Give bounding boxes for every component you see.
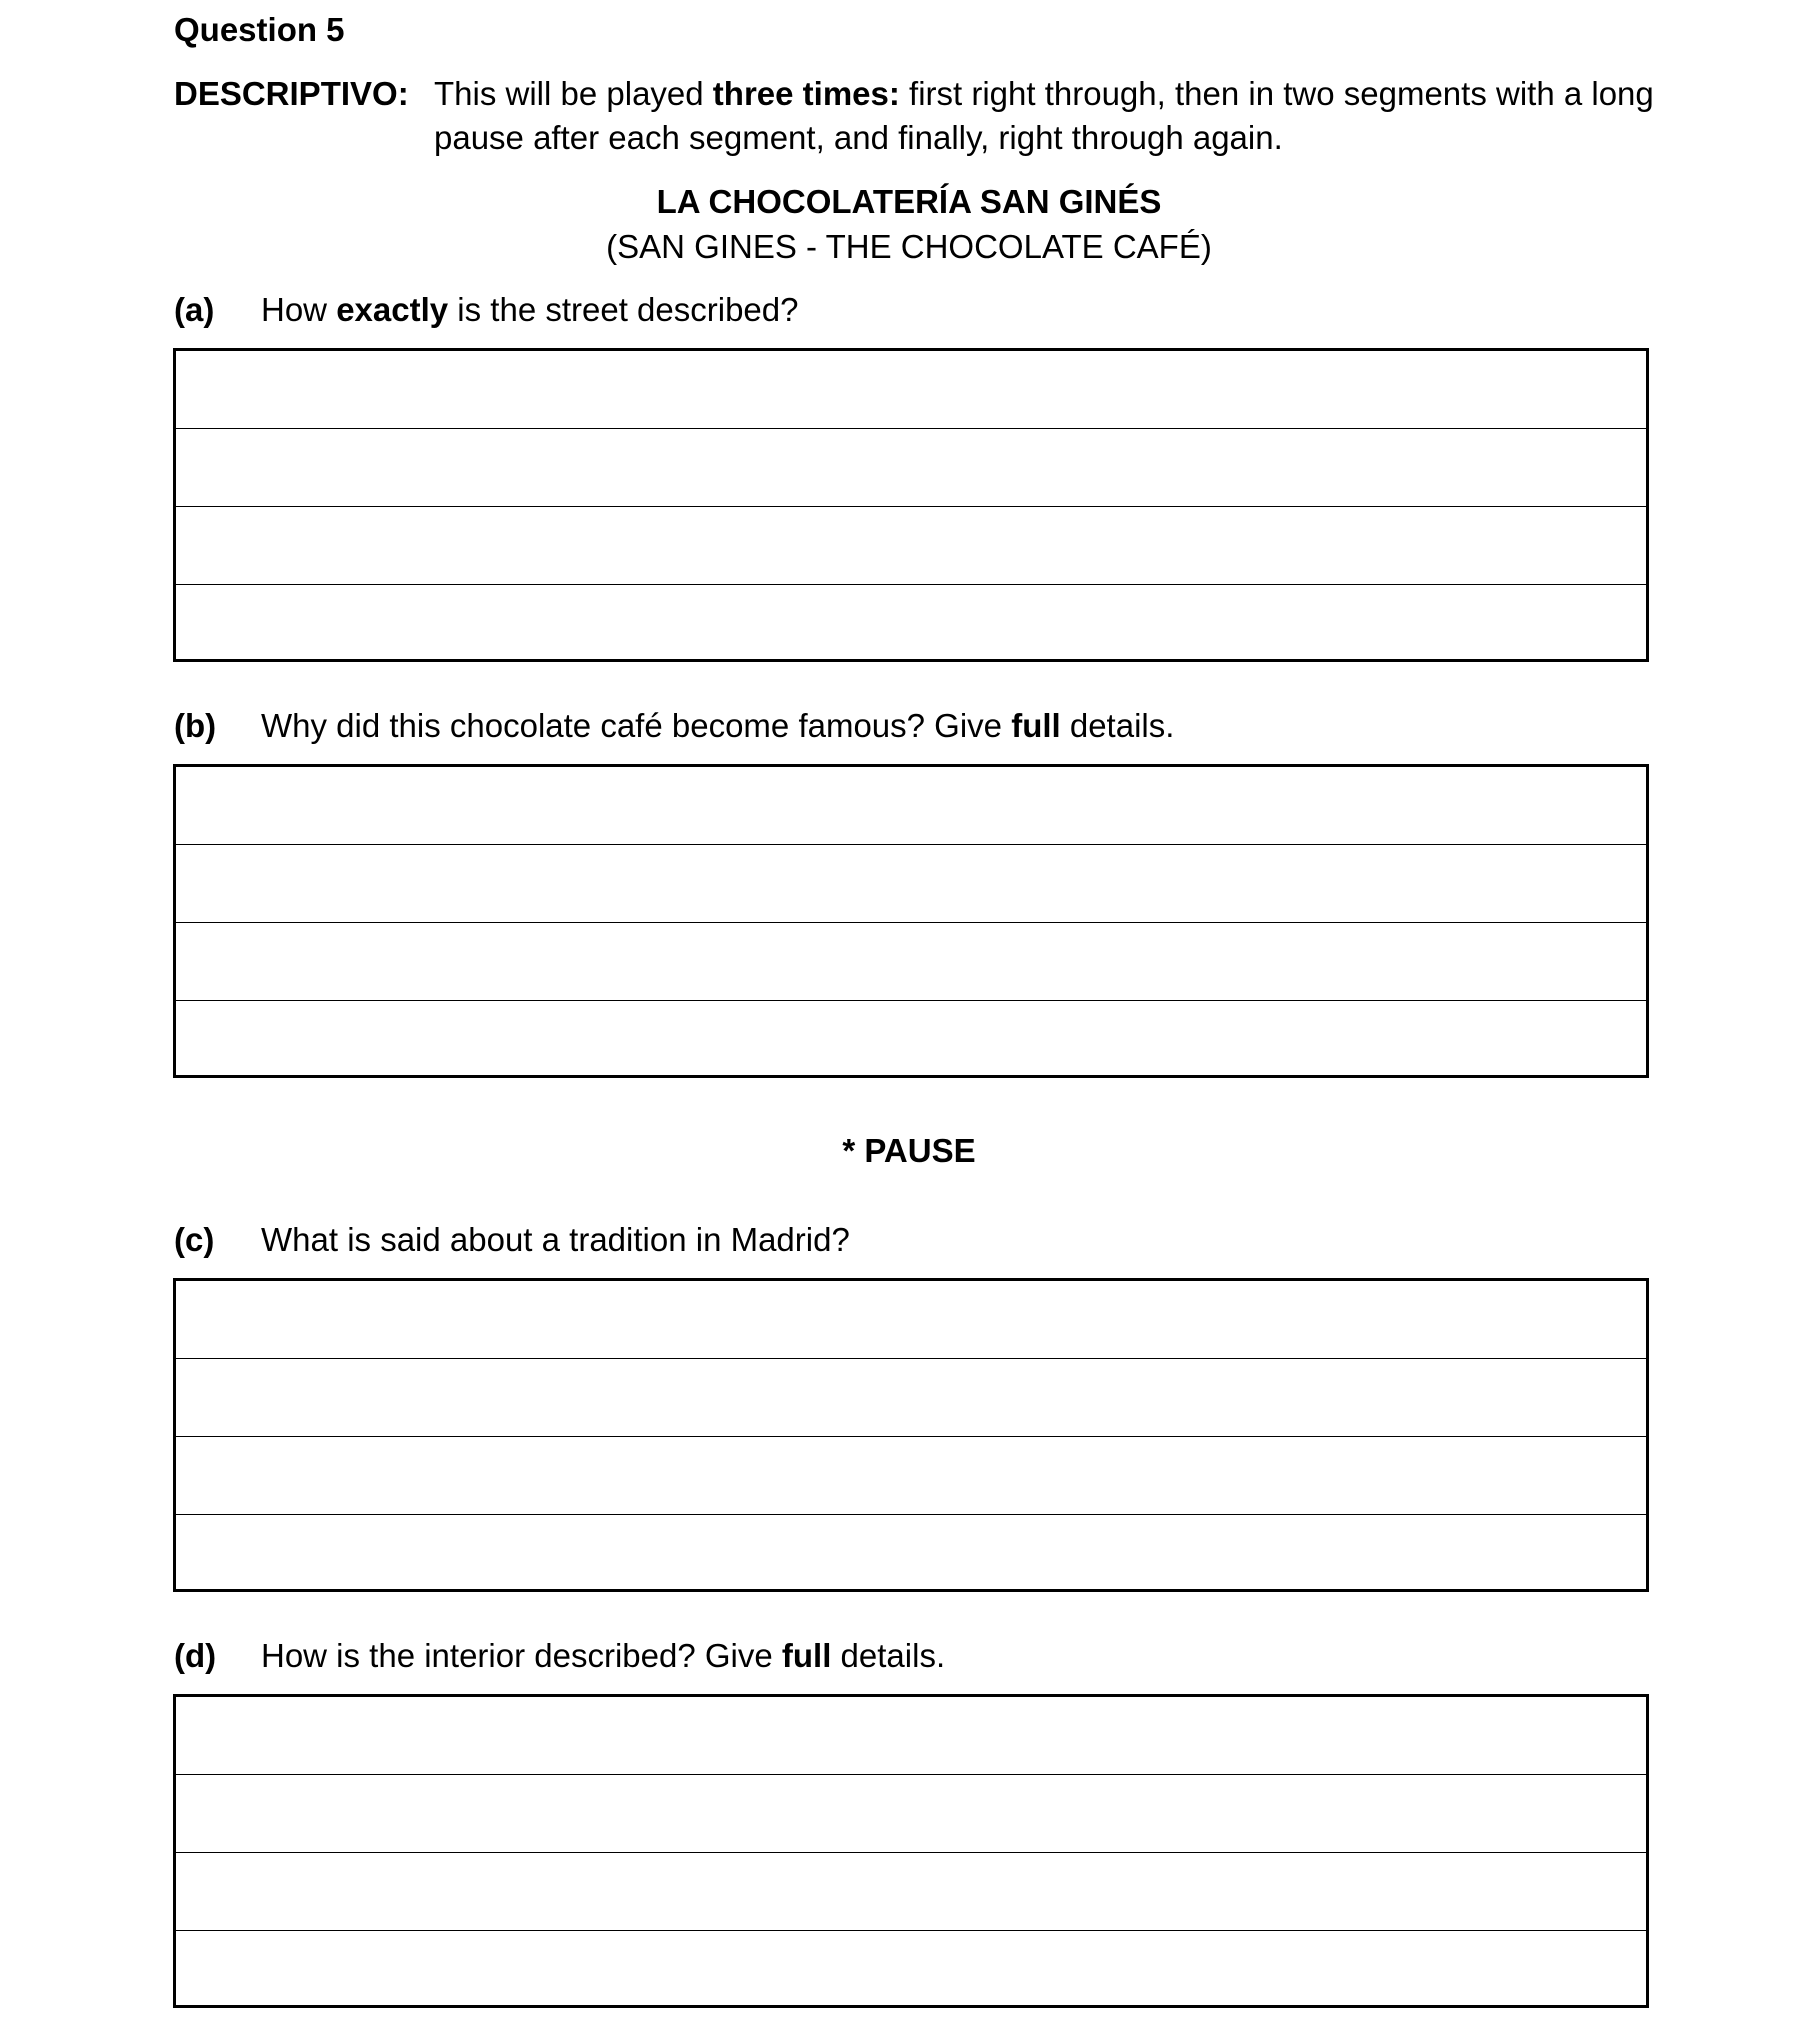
answer-line[interactable] bbox=[176, 1853, 1646, 1931]
answer-line[interactable] bbox=[176, 351, 1646, 429]
question-a-text-post: is the street described? bbox=[448, 291, 799, 328]
answer-line[interactable] bbox=[176, 1697, 1646, 1775]
question-d-label: (d) bbox=[174, 1637, 217, 1674]
descriptivo-label: DESCRIPTIVO: bbox=[174, 75, 409, 112]
question-title: Question 5 bbox=[174, 11, 345, 48]
answer-line[interactable] bbox=[176, 1515, 1646, 1589]
question-d-text-pre: How is the interior described? Give bbox=[261, 1637, 782, 1674]
question-b-text bbox=[261, 704, 1174, 748]
answer-box-a[interactable] bbox=[173, 348, 1649, 662]
question-a-text bbox=[261, 288, 798, 332]
answer-line[interactable] bbox=[176, 429, 1646, 507]
answer-line[interactable] bbox=[176, 585, 1646, 659]
instruction-text-bold: three times: bbox=[712, 75, 900, 112]
question-b-text-post: details. bbox=[1060, 707, 1175, 744]
question-c-label: (c) bbox=[174, 1221, 215, 1258]
question-b-label: (b) bbox=[174, 707, 217, 744]
answer-box-b[interactable] bbox=[173, 764, 1649, 1078]
answer-line[interactable] bbox=[176, 507, 1646, 585]
passage-subtitle: (SAN GINES - THE CHOCOLATE CAFÉ) bbox=[606, 228, 1212, 265]
answer-box-d[interactable] bbox=[173, 1694, 1649, 2008]
answer-line[interactable] bbox=[176, 845, 1646, 923]
question-b-text-bold: full bbox=[1011, 707, 1061, 744]
question-d-text-bold: full bbox=[781, 1637, 832, 1674]
answer-line[interactable] bbox=[176, 1437, 1646, 1515]
instruction-text-post: first right through, then in two segments with a long pause after each segment, and finally, right through again. bbox=[434, 75, 1654, 156]
question-c-text-pre: What is said about a tradition in Madrid? bbox=[261, 1221, 850, 1258]
question-b-text-pre: Why did this chocolate café become famous? Give bbox=[261, 707, 1012, 744]
instruction-text-pre: This will be played bbox=[434, 75, 713, 112]
answer-line[interactable] bbox=[176, 1281, 1646, 1359]
answer-line[interactable] bbox=[176, 767, 1646, 845]
answer-line[interactable] bbox=[176, 1359, 1646, 1437]
answer-line[interactable] bbox=[176, 1931, 1646, 2005]
question-a-label: (a) bbox=[174, 291, 215, 328]
question-c-text bbox=[261, 1218, 850, 1262]
answer-line[interactable] bbox=[176, 1001, 1646, 1075]
question-d-text bbox=[261, 1634, 945, 1678]
listening-instructions bbox=[434, 72, 1674, 160]
answer-line[interactable] bbox=[176, 923, 1646, 1001]
question-a-text-bold: exactly bbox=[336, 291, 449, 328]
question-d-text-post: details. bbox=[831, 1637, 946, 1674]
answer-box-c[interactable] bbox=[173, 1278, 1649, 1592]
passage-title: LA CHOCOLATERÍA SAN GINÉS bbox=[656, 183, 1162, 220]
question-a-text-pre: How bbox=[261, 291, 337, 328]
pause-marker: * PAUSE bbox=[842, 1132, 976, 1169]
answer-line[interactable] bbox=[176, 1775, 1646, 1853]
